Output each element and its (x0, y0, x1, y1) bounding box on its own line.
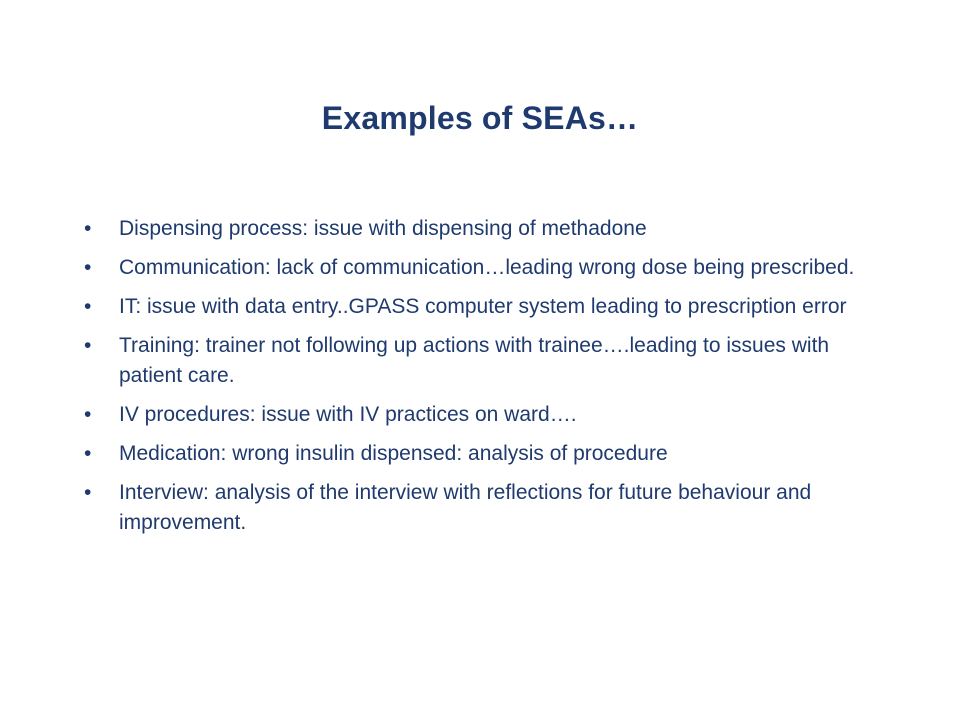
bullet-icon: • (84, 256, 92, 279)
bullet-icon: • (84, 481, 92, 504)
list-item (84, 331, 884, 391)
bullet-icon: • (84, 403, 92, 426)
list-item (84, 292, 884, 322)
list-item (84, 253, 884, 283)
bullet-text: Training: trainer not following up actions with trainee….leading to issues with patient care. (119, 334, 830, 387)
bullet-icon: • (84, 442, 92, 465)
bullet-icon: • (84, 295, 92, 318)
bullet-text: Interview: analysis of the interview with reflections for future behaviour and improvement. (119, 481, 812, 534)
slide-title: Examples of SEAs… (321, 100, 639, 136)
bullet-list (84, 214, 884, 547)
bullet-text: IT: issue with data entry..GPASS computer system leading to prescription error (119, 295, 847, 318)
list-item (84, 439, 884, 469)
bullet-icon: • (84, 334, 92, 357)
bullet-text: IV procedures: issue with IV practices on ward…. (119, 403, 577, 426)
bullet-text: Dispensing process: issue with dispensing of methadone (119, 217, 647, 240)
list-item (84, 478, 884, 538)
list-item (84, 214, 884, 244)
bullet-text: Medication: wrong insulin dispensed: analysis of procedure (119, 442, 668, 465)
bullet-icon: • (84, 217, 92, 240)
bullet-text: Communication: lack of communication…leading wrong dose being prescribed. (119, 256, 855, 279)
list-item (84, 400, 884, 430)
